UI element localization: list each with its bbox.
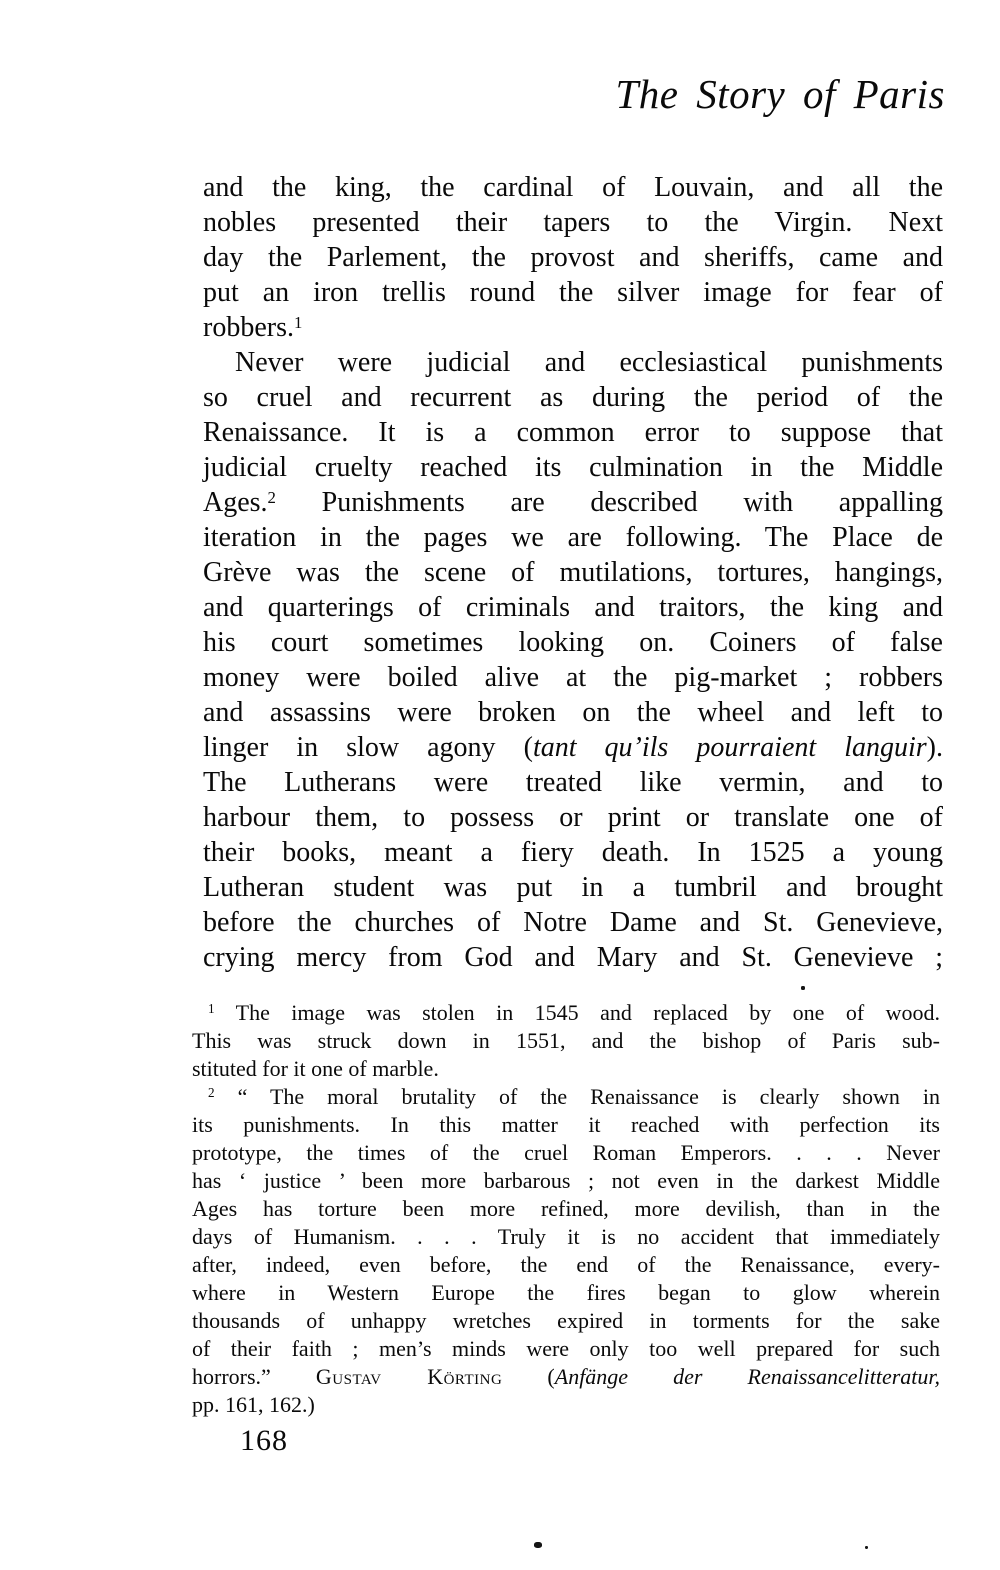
text-line — [192, 1027, 940, 1055]
text-line — [203, 450, 943, 485]
text-run: iteration in the pages we are following. The Place de — [203, 522, 943, 553]
text-line — [192, 1279, 940, 1307]
scan-speck — [865, 1546, 868, 1549]
text-run: his court sometimes looking on. Coiners of false — [203, 627, 943, 658]
text-line — [203, 380, 943, 415]
text-line — [203, 905, 943, 940]
text-line — [203, 170, 943, 205]
scan-speck — [534, 1542, 542, 1548]
text-line — [203, 695, 943, 730]
text-run: their books, meant a fiery death. In 1525 a young — [203, 837, 943, 868]
text-run: ). — [926, 732, 943, 763]
text-run: after, indeed, even before, the end of the Renaissance, every- — [192, 1252, 940, 1277]
text-run: day the Parlement, the provost and sheriffs, came and — [203, 242, 943, 273]
text-run: of their faith ; men’s minds were only too well prepared for such — [192, 1336, 940, 1361]
text-line — [192, 1111, 940, 1139]
text-run: harbour them, to possess or print or translate one of — [203, 802, 943, 833]
paragraph — [203, 345, 943, 975]
text-run: pp. 161, 162.) — [192, 1392, 315, 1417]
text-run: judicial cruelty reached its culmination in the Middle — [203, 452, 943, 483]
text-line — [203, 415, 943, 450]
text-run: and assassins were broken on the wheel and left to — [203, 697, 943, 728]
text-run: nobles presented their tapers to the Virgin. Next — [203, 207, 943, 238]
text-run: Never were judicial and ecclesiastical punishments — [235, 347, 943, 378]
page-number: 168 — [240, 1424, 288, 1457]
text-run: and the king, the cardinal of Louvain, and all the — [203, 172, 943, 203]
text-line — [203, 275, 943, 310]
text-run: This was struck down in 1551, and the bishop of Paris sub- — [192, 1028, 940, 1053]
text-line — [203, 870, 943, 905]
text-run: days of Humanism. . . . Truly it is no accident that immediately — [192, 1224, 940, 1249]
text-line — [203, 520, 943, 555]
text-run: where in Western Europe the fires began to glow wherein — [192, 1280, 940, 1305]
footnote-marker: 2 — [208, 1085, 215, 1101]
text-line — [192, 1251, 940, 1279]
text-line — [192, 1335, 940, 1363]
text-run: Punishments are described with appalling — [275, 487, 943, 518]
body-text — [203, 170, 943, 975]
text-line — [203, 485, 943, 520]
text-run: and quarterings of criminals and traitors, the king and — [203, 592, 943, 623]
text-line — [203, 310, 943, 345]
footnotes — [192, 999, 940, 1419]
scan-speck — [801, 986, 805, 990]
text-line — [203, 940, 943, 975]
text-run: before the churches of Notre Dame and St. Genevieve, — [203, 907, 943, 938]
text-run: robbers. — [203, 312, 294, 343]
text-line — [203, 205, 943, 240]
text-line — [203, 345, 943, 380]
text-line — [203, 800, 943, 835]
text-run: The image was stolen in 1545 and replaced by one of wood. — [214, 1000, 940, 1025]
text-run: crying mercy from God and Mary and St. Genevieve ; — [203, 942, 943, 973]
text-line — [192, 1167, 940, 1195]
text-line — [203, 765, 943, 800]
text-run: Ages has torture been more refined, more devilish, than in the — [192, 1196, 940, 1221]
text-line — [192, 1195, 940, 1223]
text-line — [192, 1363, 940, 1391]
text-run: thousands of unhappy wretches expired in torments for the sake — [192, 1308, 940, 1333]
text-line — [192, 1391, 940, 1419]
paragraph — [203, 170, 943, 345]
text-run: Grève was the scene of mutilations, tortures, hangings, — [203, 557, 943, 588]
text-run: horrors.” — [192, 1364, 316, 1389]
text-run: The Lutherans were treated like vermin, and to — [203, 767, 943, 798]
text-line — [203, 835, 943, 870]
text-run: tant qu’ils pourraient languir — [532, 732, 927, 763]
text-run: Anfänge der Renaissancelitteratur, — [554, 1364, 941, 1389]
text-run: prototype, the times of the cruel Roman Emperors. . . . Never — [192, 1140, 940, 1165]
text-run: has ‘ justice ’ been more barbarous ; not even in the darkest Middle — [192, 1168, 940, 1193]
text-run: stituted for it one of marble. — [192, 1056, 439, 1081]
text-run: ( — [502, 1364, 555, 1389]
text-line — [203, 625, 943, 660]
text-run: put an iron trellis round the silver image for fear of — [203, 277, 943, 308]
text-run: Lutheran student was put in a tumbril and brought — [203, 872, 943, 903]
text-line — [203, 730, 943, 765]
running-header-title: The Story of Paris — [615, 71, 945, 117]
text-line — [203, 555, 943, 590]
text-run: so cruel and recurrent as during the period of the — [203, 382, 943, 413]
footnote-marker: 2 — [267, 487, 276, 507]
text-line — [192, 1083, 940, 1111]
text-run: linger in slow agony ( — [203, 732, 533, 763]
footnote-marker: 1 — [293, 312, 303, 332]
text-line — [192, 1307, 940, 1335]
text-run: money were boiled alive at the pig-market ; robbers — [203, 662, 943, 693]
text-line — [203, 660, 943, 695]
text-run: Renaissance. It is a common error to suppose that — [203, 417, 943, 448]
text-run: its punishments. In this matter it reached with perfection its — [192, 1112, 940, 1137]
paragraph — [192, 999, 940, 1083]
text-line — [192, 999, 940, 1027]
text-line — [203, 240, 943, 275]
text-line — [203, 590, 943, 625]
running-header — [615, 70, 945, 118]
text-run: “ The moral brutality of the Renaissance is clearly shown in — [214, 1084, 940, 1109]
text-line — [192, 1139, 940, 1167]
footnote-marker: 1 — [208, 1001, 215, 1017]
text-line — [192, 1055, 940, 1083]
text-line — [192, 1223, 940, 1251]
text-run: Ages. — [203, 487, 268, 518]
text-run: Gustav Körting — [315, 1364, 503, 1389]
paragraph — [192, 1083, 940, 1419]
